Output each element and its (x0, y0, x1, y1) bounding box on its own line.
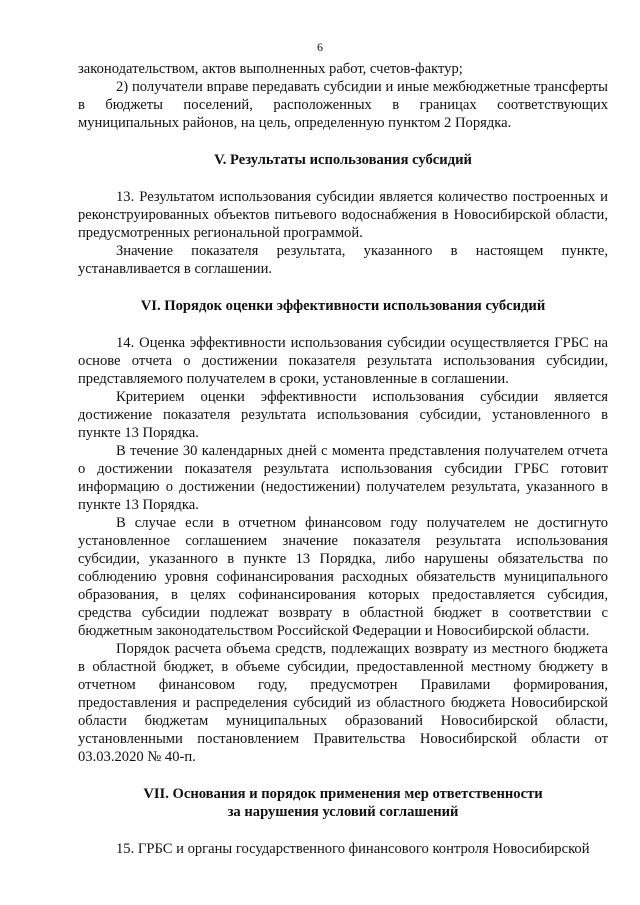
paragraph: Значение показателя результата, указанного в настоящем пункте, устанавливается в соглашении. (78, 243, 608, 277)
section-heading: V. Результаты использования субсидий (214, 152, 472, 168)
document-body (78, 60, 608, 858)
paragraph: 2) получатели вправе передавать субсидии и иные межбюджетные трансферты в бюджеты поселений, расположенных в границах соответствующих муниципальных районов, на цель, определенную пунктом 2 Порядка. (78, 79, 608, 131)
paragraph: В течение 30 календарных дней с момента представления получателем отчета о достижении показателя результата использования субсидии ГРБС готовит информацию о достижении (недостижении) получателем результата, указанного в пункте 13 Порядка. (78, 443, 608, 513)
section-heading: VI. Порядок оценки эффективности использования субсидий (140, 298, 546, 314)
paragraph: Порядок расчета объема средств, подлежащих возврату из местного бюджета в областной бюджет, в объеме субсидии, предоставленной местному бюджету в отчетном финансовом году, предусмотрен Правилами формирования, предоставления и распределения субсидий из областного бюджета Новосибирской области бюджетам муниципальных образований Новосибирской области, установленными постановлением Правительства Новосибирской области от 03.03.2020 № 40-п. (78, 641, 608, 765)
page-number: 6 (317, 40, 323, 54)
paragraph: В случае если в отчетном финансовом году получателем не достигнуто установленное соглашением значение показателя результата использования субсидии, указанного в пункте 13 Порядка, либо нарушены обязательства по соблюдению уровня софинансирования расходных обязательств муниципального образования, в целях софинансирования которых предоставляется субсидия, средства субсидии подлежат возврату в областной бюджет в соответствии с бюджетным законодательством Российской Федерации и Новосибирской области. (78, 515, 608, 639)
paragraph: 13. Результатом использования субсидии является количество построенных и реконструированных объектов питьевого водоснабжения в Новосибирской области, предусмотренных региональной программой. (78, 189, 608, 241)
section-heading-line: за нарушения условий соглашений (227, 804, 459, 820)
paragraph: законодательством, актов выполненных работ, счетов-фактур; (78, 61, 463, 77)
paragraph: 14. Оценка эффективности использования субсидии осуществляется ГРБС на основе отчета о достижении показателя результата использования субсидии, представляемого получателем в сроки, установленные в соглашении. (78, 335, 608, 387)
paragraph: 15. ГРБС и органы государственного финансового контроля Новосибирской (116, 841, 590, 857)
section-heading-line: VII. Основания и порядок применения мер ответственности (143, 786, 543, 802)
section-heading (78, 785, 608, 821)
paragraph: Критерием оценки эффективности использования субсидии является достижение показателя результата использования субсидии, установленного в пункте 13 Порядка. (78, 389, 608, 441)
